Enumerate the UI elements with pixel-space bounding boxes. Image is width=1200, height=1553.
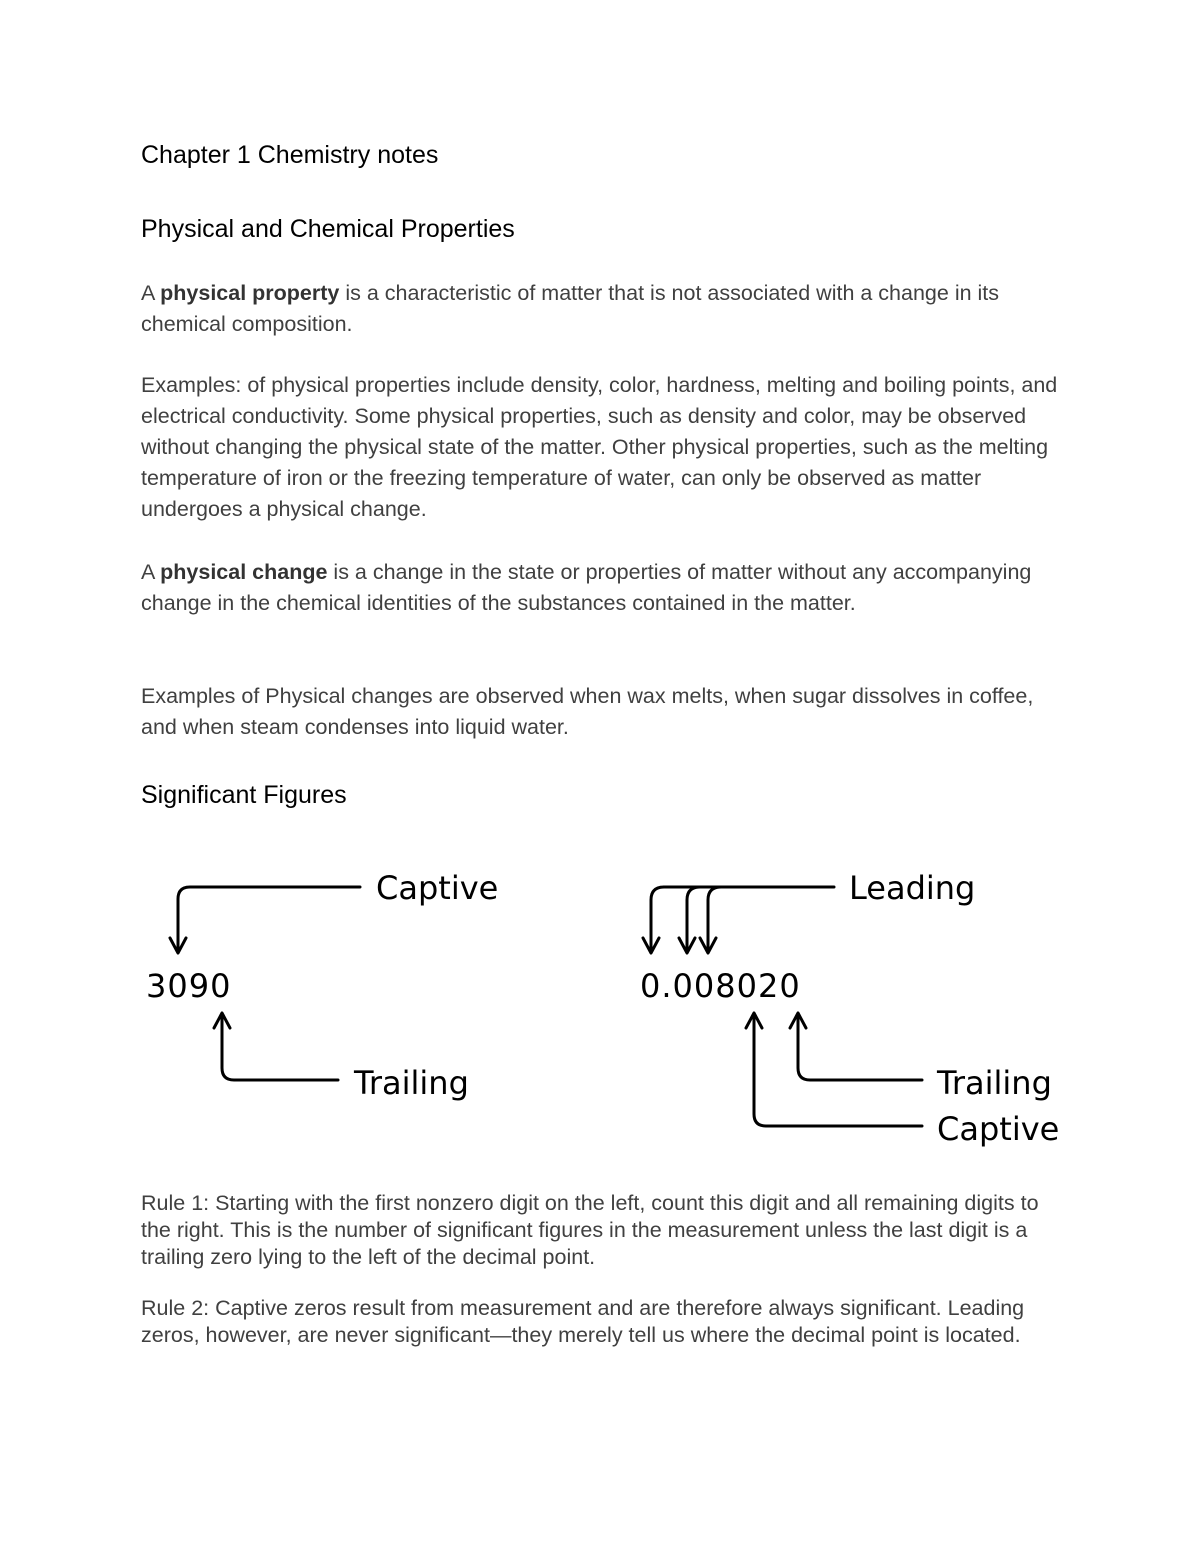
label-leading-right: Leading [849, 869, 976, 907]
number-3090: 3090 [146, 967, 232, 1005]
term-physical-change: physical change [160, 560, 328, 584]
paragraph-prefix: A [141, 560, 161, 584]
label-trailing-right: Trailing [937, 1064, 1052, 1102]
term-physical-property: physical property [160, 281, 340, 305]
paragraph-examples-changes: Examples of Physical changes are observed when wax melts, when sugar dissolves in coffee, and when steam condenses into liquid water. [141, 684, 1034, 739]
section-heading-sigfigs: Significant Figures [141, 781, 347, 809]
paragraph-prefix: A [141, 281, 161, 305]
section-heading-properties: Physical and Chemical Properties [141, 215, 515, 243]
paragraph-text: is a characteristic of matter that is not associated with a change in its chemical composition. [141, 281, 1000, 336]
label-captive-left: Captive [376, 869, 499, 907]
label-trailing-left: Trailing [354, 1064, 469, 1102]
trailing-arrow-right [798, 1014, 922, 1080]
document-title: Chapter 1 Chemistry notes [141, 141, 439, 169]
rule-2-text: Rule 2: Captive zeros result from measurement and are therefore always significant. Leading zeros, however, are never significant—they merely tell us where the decimal point is located. [141, 1296, 1025, 1347]
number-0-008020: 0.008020 [640, 967, 801, 1005]
rule-1-text: Rule 1: Starting with the first nonzero digit on the left, count this digit and all remaining digits to the right. This is the number of significant figures in the measurement unless the last digit is a trailing zero lying to the left of the decimal point. [141, 1191, 1039, 1269]
captive-arrow-left [178, 887, 360, 952]
trailing-arrow-left [222, 1014, 338, 1080]
paragraph-text: is a change in the state or properties of matter without any accompanying change in the chemical identities of the substances contained in the matter. [141, 560, 1032, 615]
paragraph-examples-properties: Examples: of physical properties include density, color, hardness, melting and boiling points, and electrical conductivity. Some physical properties, such as density and color, may be observed without changing the physical state of the matter. Other physical properties, such as the melting temperature of iron or the freezing temperature of water, can only be observed as matter undergoes a physical change. [141, 373, 1058, 521]
captive-arrow-right [754, 1014, 922, 1126]
label-captive-right: Captive [937, 1110, 1060, 1148]
